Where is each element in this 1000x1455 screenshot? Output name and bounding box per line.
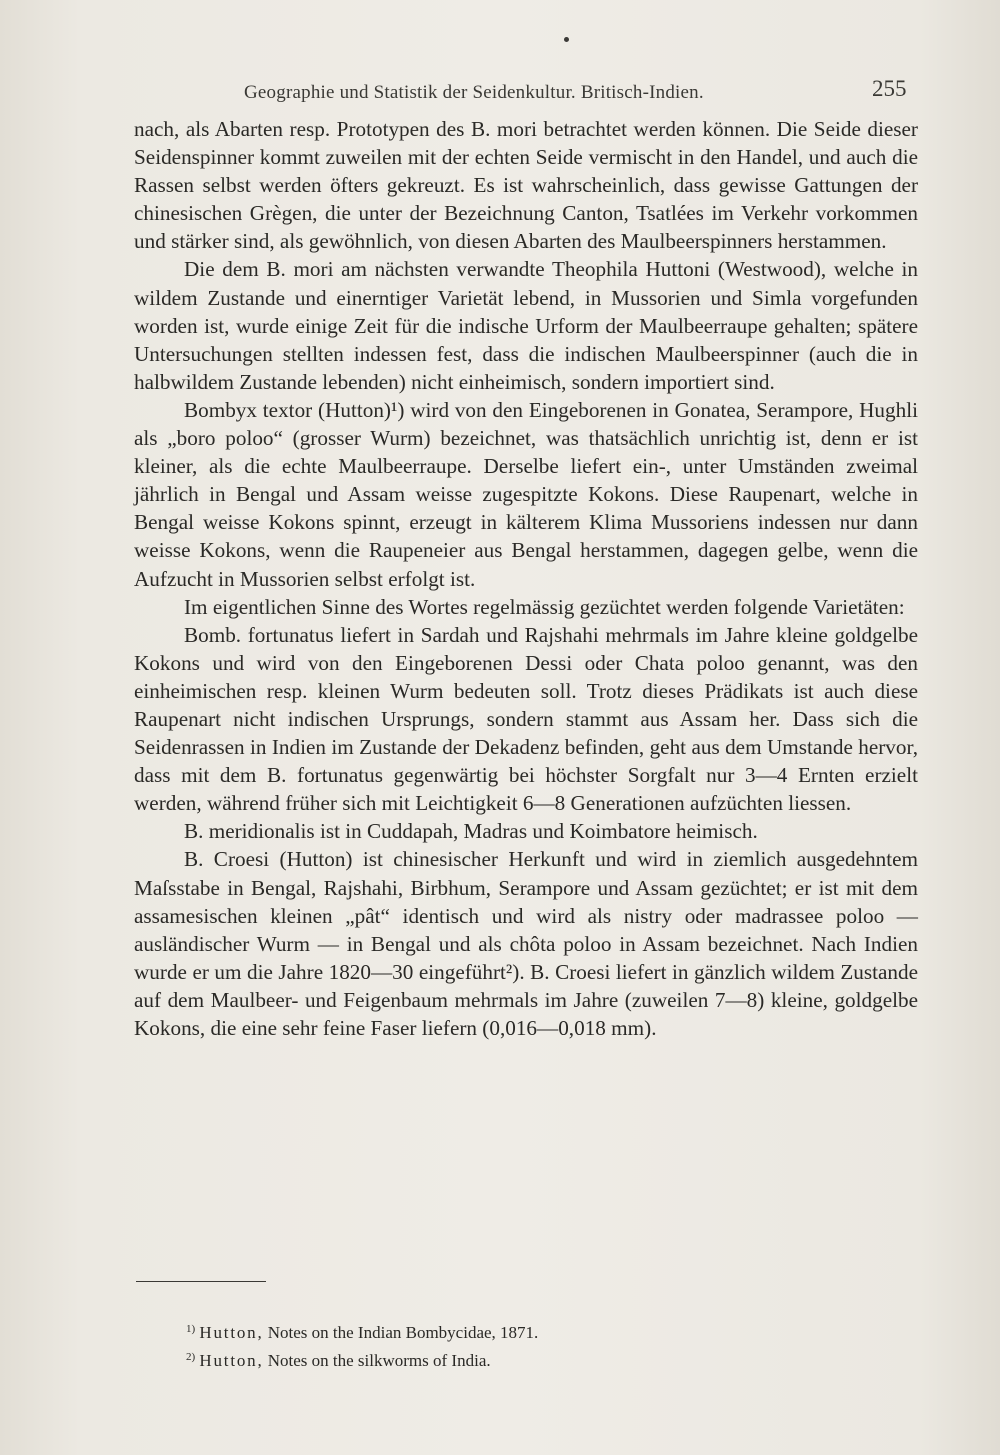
footnote-mark: 1) bbox=[186, 1323, 196, 1335]
footnotes bbox=[186, 1317, 906, 1373]
footnote-2 bbox=[186, 1345, 906, 1373]
page-number: 255 bbox=[872, 76, 907, 101]
footnote-author: Hutton, bbox=[199, 1351, 264, 1370]
paragraph-4: Im eigentlichen Sinne des Wortes regelmässig gezüchtet werden folgende Varietäten: bbox=[184, 594, 905, 619]
footnote-text: Notes on the Indian Bombycidae, 1871. bbox=[267, 1323, 539, 1342]
footnote-text: Notes on the silkworms of India. bbox=[267, 1351, 491, 1370]
paragraph-3: Bombyx textor (Hutton)¹) wird von den Eingeborenen in Gonatea, Serampore, Hughli als „boro poloo“ (grosser Wurm) bezeichnet, was thatsächlich unrichtig ist, denn er ist kleiner, als die echte Maulbeerraupe. Derselbe liefert ein-, unter Umständen zweimal jährlich in Bengal und Assam weisse zugespitzte Kokons. Diese Raupenart, welche in Bengal weisse Kokons spinnt, erzeugt in kälterem Klima Mussoriens indessen nur dann weisse Kokons, wenn die Raupeneier aus Bengal herstammen, dagegen gelbe, wenn die Aufzucht in Mussorien selbst erfolgt ist. bbox=[134, 397, 918, 591]
footnote-mark: 2) bbox=[186, 1351, 196, 1363]
footnote-author: Hutton, bbox=[199, 1323, 264, 1342]
paragraph-1: nach, als Abarten resp. Prototypen des B. mori betrachtet werden können. Die Seide dieser Seidenspinner kommt zuweilen mit der echten Seide vermischt in den Handel, und auch die Rassen selbst werden öfters gekreuzt. Es ist wahrscheinlich, dass gewisse Gattungen der chinesischen Grègen, die unter der Bezeichnung Canton, Tsatlées im Verkehr vorkommen und stärker sind, als gewöhnlich, von diesen Abarten des Maulbeerspinners herstammen. bbox=[134, 117, 918, 254]
body-text bbox=[134, 115, 918, 1042]
footnote-1 bbox=[186, 1317, 906, 1345]
paragraph-7: B. Croesi (Hutton) ist chinesischer Herkunft und wird in ziemlich ausgedehntem Maſsstabe in Bengal, Rajshahi, Birbhum, Serampore und Assam gezüchtet; er ist mit dem assamesischen kleinen „pât“ identisch und wird als nistry oder madrassee poloo — ausländischer Wurm — in Bengal und als chôta poloo in Assam bezeichnet. Nach Indien wurde er um die Jahre 1820—30 eingeführt²). B. Croesi liefert in gänzlich wildem Zustande auf dem Maulbeer- und Feigenbaum mehrmals im Jahre (zuweilen 7—8) kleine, goldgelbe Kokons, die eine sehr feine Faser liefern (0,016—0,018 mm). bbox=[134, 847, 918, 1040]
footnote-divider bbox=[136, 1281, 266, 1282]
paragraph-6: B. meridionalis ist in Cuddapah, Madras und Koimbatore heimisch. bbox=[184, 819, 758, 844]
paragraph-5: Bomb. fortunatus liefert in Sardah und Rajshahi mehrmals im Jahre kleine goldgelbe Kokons und wird von den Eingeborenen Dessi oder Chata poloo genannt, was den einheimischen resp. kleinen Wurm bedeuten soll. Trotz dieses Prädikats ist auch diese Raupenart nicht indischen Ursprungs, sondern stammt aus Assam her. Dass sich die Seidenrassen in Indien im Zustande der Dekadenz befinden, geht aus dem Umstande hervor, dass mit dem B. fortunatus gegenwärtig bei höchster Sorgfalt nur 3—4 Ernten erzielt werden, während früher sich mit Leichtigkeit 6—8 Generationen aufzüchten liessen. bbox=[134, 622, 918, 816]
ink-speck bbox=[564, 37, 569, 42]
paragraph-2: Die dem B. mori am nächsten verwandte Theophila Huttoni (Westwood), welche in wildem Zustande und einerntiger Varietät lebend, in Mussorien und Simla vorgefunden worden ist, wurde einige Zeit für die indische Urform der Maulbeerraupe gehalten; spätere Untersuchungen stellten indessen fest, dass die indischen Maulbeerspinner (auch die in halbwildem Zustande lebenden) nicht einheimisch, sondern importiert sind. bbox=[134, 257, 918, 394]
running-head: Geographie und Statistik der Seidenkultur. Britisch-Indien. bbox=[244, 82, 704, 103]
